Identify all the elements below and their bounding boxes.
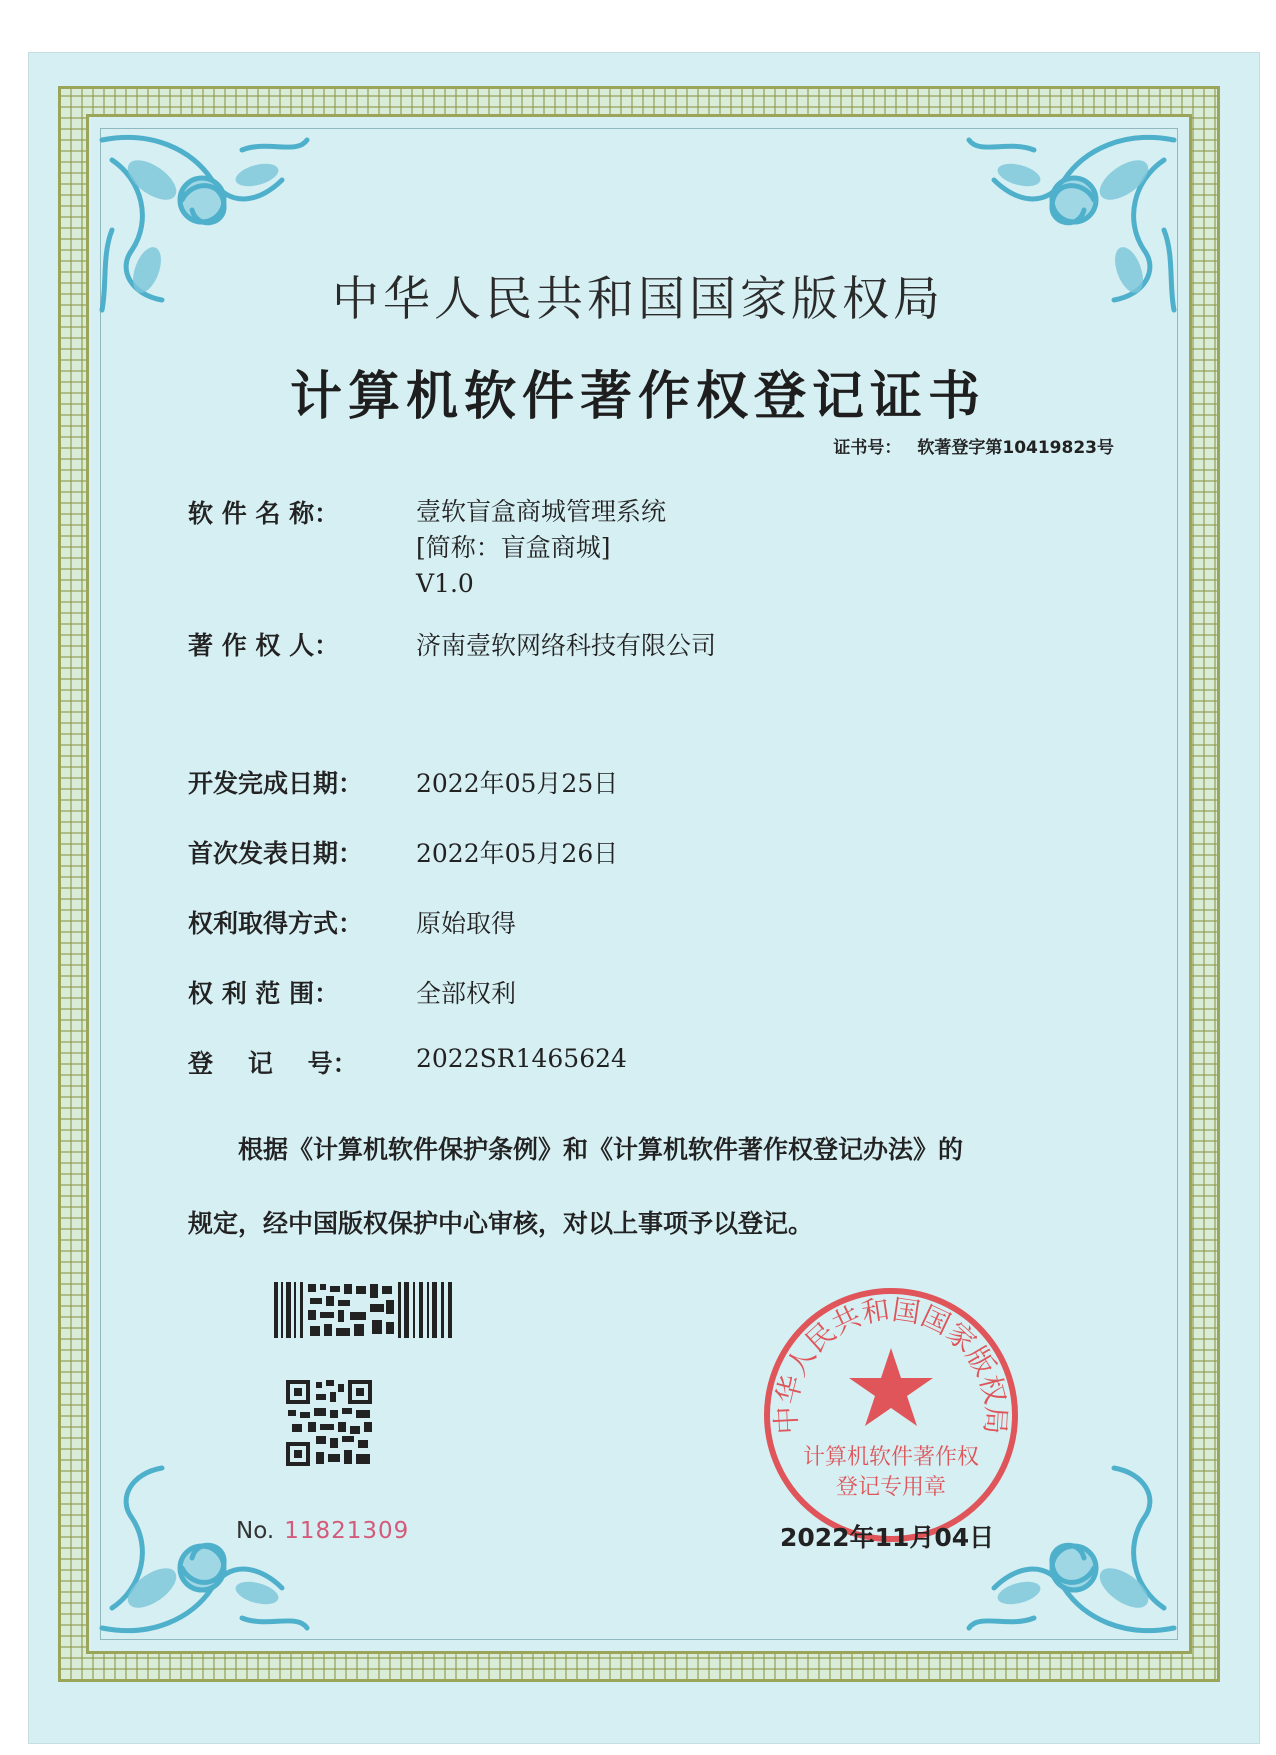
certificate-number-value: 软著登字第10419823号 (917, 438, 1114, 458)
barcode (274, 1282, 452, 1338)
field-software-name (188, 494, 667, 598)
field-acquisition-method (188, 904, 517, 940)
field-rights-scope (188, 974, 517, 1010)
certificate-number-label: 证书号： (833, 438, 902, 458)
first-publish-date-label: 首次发表日期： (188, 839, 364, 868)
software-name-line-2: [简称：盲盒商城] (416, 533, 611, 562)
issuer-heading: 中华人民共和国国家版权局 (332, 272, 944, 327)
software-name-label: 软 件 名 称： (188, 499, 340, 528)
field-completion-date (188, 764, 619, 800)
completion-date-value: 2022年05月25日 (416, 769, 619, 798)
statement-line-1: 根据《计算机软件保护条例》和《计算机软件著作权登记办法》的 (238, 1135, 964, 1164)
acquisition-method-label: 权利取得方式： (188, 909, 364, 938)
acquisition-method-value: 原始取得 (416, 909, 517, 938)
certificate-title: 计算机软件著作权登记证书 (289, 366, 986, 427)
statement-line-2: 规定，经中国版权保护中心审核，对以上事项予以登记。 (188, 1209, 814, 1238)
copyright-owner-label: 著 作 权 人： (188, 631, 340, 660)
serial-value: 11821309 (284, 1518, 410, 1544)
field-copyright-owner (188, 626, 717, 662)
seal-inner-line-1: 计算机软件著作权 (802, 1445, 980, 1470)
serial-label: No. (236, 1518, 275, 1544)
serial-number (236, 1518, 409, 1544)
first-publish-date-value: 2022年05月26日 (416, 839, 619, 868)
seal-inner-line-2: 登记专用章 (835, 1475, 947, 1500)
completion-date-label: 开发完成日期： (188, 769, 364, 798)
software-name-value (416, 494, 666, 602)
qr-code (286, 1380, 372, 1466)
official-seal (760, 1284, 1022, 1546)
issue-date: 2022年11月04日 (780, 1523, 995, 1552)
registration-no-value: 2022SR1465624 (416, 1044, 627, 1073)
rights-scope-value: 全部权利 (416, 979, 517, 1008)
field-first-publish-date (188, 834, 619, 870)
seal-outer-text: 中华人民共和国国家版权局 (769, 1292, 1013, 1436)
corner-ornament-bottom-left (92, 1448, 322, 1648)
rights-scope-label: 权 利 范 围： (188, 979, 340, 1008)
certificate-number (817, 433, 1114, 458)
registration-no-label: 登 记 号： (188, 1049, 358, 1078)
copyright-owner-value: 济南壹软网络科技有限公司 (416, 631, 717, 660)
field-registration-no (188, 1044, 627, 1080)
software-name-line-1: 壹软盲盒商城管理系统 (416, 497, 667, 526)
software-name-line-3: V1.0 (416, 569, 474, 598)
